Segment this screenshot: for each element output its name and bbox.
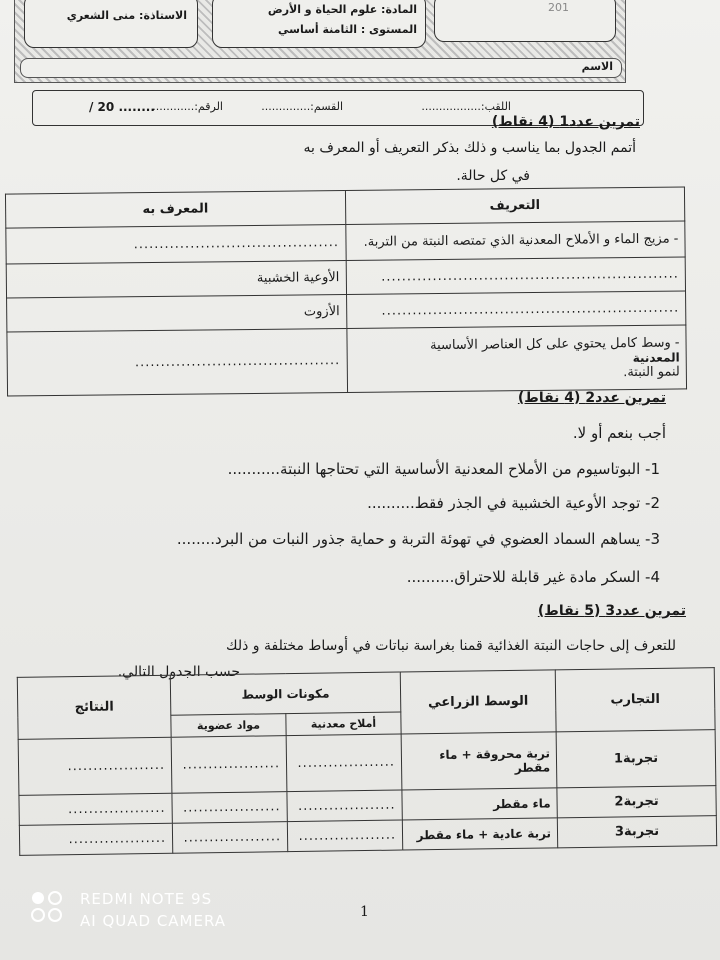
exercise2-instruction: أجب بنعم أو لا.	[572, 424, 666, 442]
exercise3-instruction-2: حسب الجدول التالي.	[117, 664, 240, 680]
ex1-row4-definition	[346, 325, 686, 393]
exp1-label: تجربة1	[556, 730, 716, 788]
camera-lens-icon	[30, 890, 64, 924]
exercise3-table	[17, 667, 717, 856]
ex1-row4-term: ........................................	[7, 328, 347, 396]
ex1-row4-def-text: - وسط كامل يحتوي على كل العناصر الأساسية	[430, 335, 680, 353]
exercise1-title-text: تمرين عدد1 (4 نقاط)	[491, 114, 640, 130]
ex2-question-4: 4- السكر مادة غير قابلة للاحتراق..........	[406, 568, 660, 586]
teacher-label: الاستاذة: منى الشعري	[66, 9, 187, 22]
col-experiments-header: التجارب	[555, 668, 715, 732]
surname-label: اللقب:.................	[421, 100, 511, 113]
subject-label: المادة: علوم الحياة و الأرض	[267, 3, 417, 16]
exercise1-instruction-2: في كل حالة.	[456, 168, 530, 184]
subject-box	[212, 0, 426, 48]
exp3-label: تجربة3	[557, 816, 716, 848]
name-row	[20, 58, 622, 78]
level-label: المستوى : الثامنة أساسي	[278, 23, 417, 36]
ex2-question-2: 2- توجد الأوعية الخشبية في الجذر فقط..........	[367, 494, 660, 512]
watermark-line-2: AI QUAD CAMERA	[80, 912, 227, 930]
exercise2-title-text: تمرين عدد2 (4 نقاط)	[517, 390, 666, 406]
exercise1-title	[492, 114, 640, 130]
exercise3-title-text: تمرين عدد3 (5 نقاط)	[537, 603, 686, 619]
ex1-row1-term: ........................................	[6, 225, 346, 265]
ex2-question-1: 1- البوتاسيوم من الأملاح المعدنية الأساسية التي تحتاجها النبتة...........	[227, 460, 660, 478]
ex1-row4-handwriting: المعدنية	[632, 350, 680, 365]
exp2-results: ...................	[19, 793, 172, 825]
ex1-row1-definition	[345, 221, 685, 261]
ex2-question-3: 3- يساهم السماد العضوي في تهوئة التربة و حماية جذور النبات من البرد........	[176, 530, 660, 548]
col-term-header: المعرف به	[5, 191, 345, 229]
faint-text: 201	[548, 1, 569, 14]
exercise1-instruction-1: أتمم الجدول بما يناسب و ذلك بذكر التعريف أو المعرف به	[303, 140, 636, 156]
ex1-row3-term: الأزوت	[7, 294, 347, 332]
exp3-medium: تربة عادية + ماء مقطر	[402, 818, 557, 850]
exp3-results: ...................	[19, 823, 172, 855]
exp2-organic: ...................	[172, 792, 287, 824]
exercise3-instruction-1: للتعرف إلى حاجات النبتة الغذائية قمنا بغراسة نباتات في أوساط مختلفة و ذلك	[226, 638, 676, 654]
ex1-row3-definition: ..........................................................	[346, 291, 686, 329]
exp3-minerals: ...................	[287, 820, 402, 852]
exp2-label: تجربة2	[557, 786, 716, 818]
col-organic-matter: مواد عضوية	[171, 714, 286, 738]
ex1-row4-def-text-2: لنمو النبتة.	[623, 364, 680, 380]
ex1-row2-term: الأوعية الخشبية	[6, 261, 346, 299]
col-definition-header: التعريف	[345, 187, 685, 225]
exp2-minerals: ...................	[287, 790, 402, 822]
exp1-results: ...................	[18, 737, 172, 795]
score-label: / 20 ........	[89, 100, 155, 114]
exp1-organic: ...................	[171, 736, 287, 794]
exercise2-title	[518, 390, 666, 406]
exercise3-title	[538, 603, 686, 619]
year-box	[434, 0, 616, 42]
exp1-medium: تربة محروقة + ماء مقطر	[401, 732, 557, 790]
ex1-row2-definition: ..........................................................	[346, 257, 686, 295]
page-number: 1	[360, 904, 369, 920]
section-label: القسم:..............	[261, 100, 343, 113]
number-label: الرقم:............	[152, 100, 223, 113]
exp3-organic: ...................	[172, 822, 287, 854]
watermark-line-1: REDMI NOTE 9S	[80, 890, 213, 908]
col-components-header: مكونات الوسط	[170, 672, 401, 715]
ex1-row1-def-text: - مزيج الماء و الأملاح المعدنية الذي تمتصه النبتة من التربة.	[363, 231, 679, 250]
col-medium-header: الوسط الزراعي	[400, 670, 556, 734]
teacher-box	[24, 0, 198, 48]
col-mineral-salts: أملاح معدنية	[286, 712, 401, 736]
col-results-header: النتائج	[17, 675, 171, 739]
exercise1-table	[5, 186, 687, 396]
exp1-minerals: ...................	[286, 734, 402, 792]
name-label: الاسم	[581, 60, 613, 73]
exp2-medium: ماء مقطر	[402, 788, 557, 820]
